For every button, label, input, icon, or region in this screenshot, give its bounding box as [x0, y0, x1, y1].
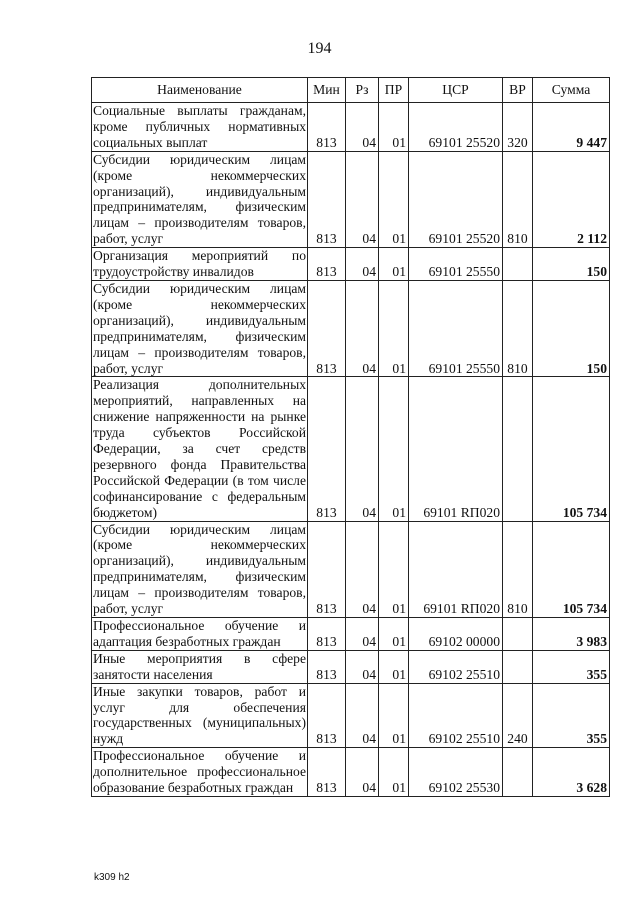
document-code: k309 h2 — [94, 872, 130, 883]
row-sum: 105 734 — [533, 377, 610, 521]
header-min: Мин — [308, 78, 346, 103]
row-vr — [503, 618, 533, 651]
row-name: Иные закупки товаров, работ и услуг для обеспечения государственных (муниципальных) нужд — [93, 683, 306, 747]
table-row — [92, 650, 610, 683]
row-csr: 69102 25510 — [409, 683, 503, 748]
table-row — [92, 748, 610, 797]
row-vr — [503, 248, 533, 281]
row-pr: 01 — [379, 151, 409, 247]
table-row — [92, 103, 610, 152]
row-name: Субсидии юридическим лицам (кроме некоммерческих организаций), индивидуальным предпринимателям, физическим лицам – производителям товаров, работ, услуг — [93, 151, 306, 247]
row-sum: 355 — [533, 683, 610, 748]
row-name: Реализация дополнительных мероприятий, направленных на снижение напряженности на рынке труда субъектов Российской Федерации, за счет средств резервного фонда Правительства Российской Федерации (в том числе софинансирование с федеральным бюджетом) — [93, 377, 306, 520]
row-vr: 320 — [503, 103, 533, 152]
header-csr: ЦСР — [409, 78, 503, 103]
row-sum: 355 — [533, 650, 610, 683]
header-name: Наименование — [92, 78, 308, 103]
row-pr: 01 — [379, 248, 409, 281]
row-min: 813 — [308, 151, 346, 247]
row-csr: 69102 00000 — [409, 618, 503, 651]
row-csr: 69101 25520 — [409, 151, 503, 247]
row-name: Профессиональное обучение и адаптация безработных граждан — [93, 618, 306, 649]
row-pr: 01 — [379, 103, 409, 152]
row-pr: 01 — [379, 650, 409, 683]
row-min: 813 — [308, 280, 346, 376]
row-min: 813 — [308, 683, 346, 748]
header-sum: Сумма — [533, 78, 610, 103]
row-vr — [503, 650, 533, 683]
page-number: 194 — [307, 40, 332, 57]
row-vr: 810 — [503, 280, 533, 376]
row-csr: 69102 25510 — [409, 650, 503, 683]
table-row — [92, 618, 610, 651]
row-vr: 810 — [503, 151, 533, 247]
row-sum: 9 447 — [533, 103, 610, 152]
table-row — [92, 248, 610, 281]
row-rz: 04 — [346, 280, 379, 376]
row-sum: 150 — [533, 280, 610, 376]
row-csr: 69101 RП020 — [409, 521, 503, 617]
table-row — [92, 280, 610, 376]
row-name: Организация мероприятий по трудоустройству инвалидов — [93, 248, 306, 280]
row-min: 813 — [308, 521, 346, 617]
row-pr: 01 — [379, 618, 409, 651]
row-rz: 04 — [346, 103, 379, 152]
row-rz: 04 — [346, 683, 379, 748]
row-min: 813 — [308, 248, 346, 281]
row-csr: 69101 25550 — [409, 280, 503, 376]
row-name: Иные мероприятия в сфере занятости населения — [93, 650, 306, 682]
row-rz: 04 — [346, 618, 379, 651]
row-rz: 04 — [346, 748, 379, 797]
row-vr — [503, 748, 533, 797]
header-rz: Рз — [346, 78, 379, 103]
table-row — [92, 683, 610, 748]
row-min: 813 — [308, 748, 346, 797]
row-rz: 04 — [346, 650, 379, 683]
row-pr: 01 — [379, 748, 409, 797]
row-rz: 04 — [346, 151, 379, 247]
row-pr: 01 — [379, 521, 409, 617]
row-pr: 01 — [379, 683, 409, 748]
row-csr: 69101 RП020 — [409, 377, 503, 521]
row-csr: 69102 25530 — [409, 748, 503, 797]
row-rz: 04 — [346, 521, 379, 617]
row-sum: 2 112 — [533, 151, 610, 247]
row-min: 813 — [308, 103, 346, 152]
row-sum: 150 — [533, 248, 610, 281]
row-csr: 69101 25550 — [409, 248, 503, 281]
budget-table — [91, 77, 610, 797]
header-row — [92, 78, 610, 103]
row-pr: 01 — [379, 280, 409, 376]
row-name: Субсидии юридическим лицам (кроме некоммерческих организаций), индивидуальным предпринимателям, физическим лицам – производителям товаров, работ, услуг — [93, 521, 306, 617]
header-pr: ПР — [379, 78, 409, 103]
table-row — [92, 521, 610, 617]
row-pr: 01 — [379, 377, 409, 521]
row-sum: 105 734 — [533, 521, 610, 617]
row-min: 813 — [308, 377, 346, 521]
row-min: 813 — [308, 650, 346, 683]
row-sum: 3 983 — [533, 618, 610, 651]
row-vr: 810 — [503, 521, 533, 617]
row-rz: 04 — [346, 248, 379, 281]
table-row — [92, 377, 610, 521]
row-sum: 3 628 — [533, 748, 610, 797]
row-rz: 04 — [346, 377, 379, 521]
row-vr: 240 — [503, 683, 533, 748]
row-min: 813 — [308, 618, 346, 651]
row-vr — [503, 377, 533, 521]
row-name: Субсидии юридическим лицам (кроме некоммерческих организаций), индивидуальным предпринимателям, физическим лицам – производителям товаров, работ, услуг — [93, 280, 306, 376]
header-vr: ВР — [503, 78, 533, 103]
row-csr: 69101 25520 — [409, 103, 503, 152]
table-row — [92, 151, 610, 247]
row-name: Профессиональное обучение и дополнительное профессиональное образование безработных граждан — [93, 748, 306, 796]
row-name: Социальные выплаты гражданам, кроме публичных нормативных социальных выплат — [93, 103, 306, 150]
